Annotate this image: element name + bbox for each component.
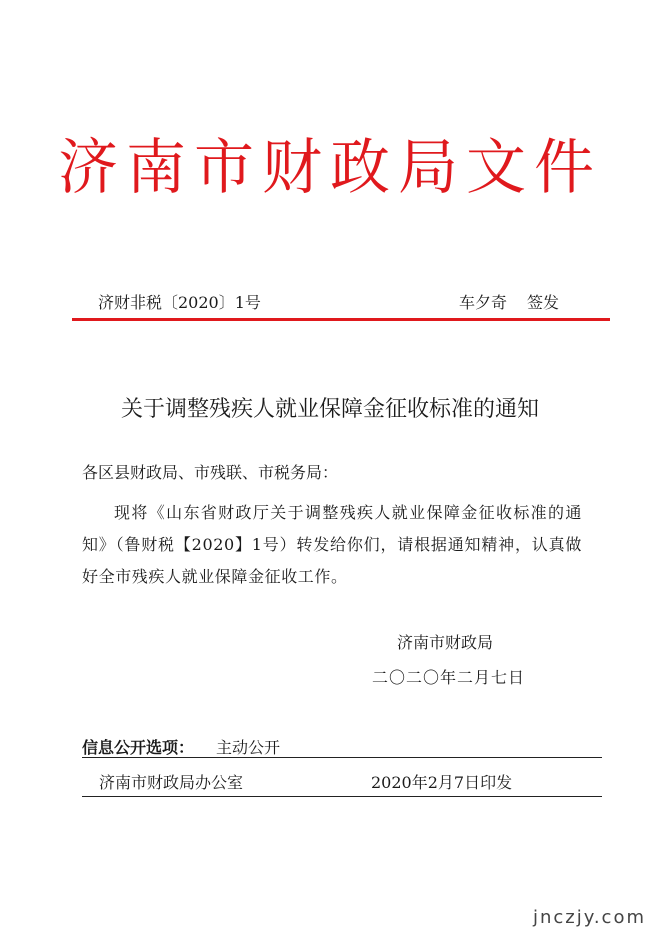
site-watermark: jnczjy.com xyxy=(532,907,646,928)
footer-office: 济南市财政局办公室 xyxy=(99,773,244,792)
document-title: 关于调整残疾人就业保障金征收标准的通知 xyxy=(120,397,539,422)
salutation: 各区县财政局、市残联、市税务局： xyxy=(82,463,339,482)
signer-name: 车夕奇 xyxy=(459,293,508,312)
red-divider xyxy=(72,318,610,321)
disclosure-option xyxy=(82,735,280,758)
disclosure-label: 信息公开选项： xyxy=(82,738,195,757)
document-number: 济财非税〔2020〕1号 xyxy=(98,293,261,312)
document-masthead: 济南市财政局文件 xyxy=(58,133,602,203)
issuer-name: 济南市财政局 xyxy=(397,633,494,652)
footer-print-date: 2020年2月7日印发 xyxy=(371,773,513,792)
body-paragraph: 现将《山东省财政厅关于调整残疾人就业保障金征收标准的通知》（鲁财税【2020】1号）转发给你们，请根据通知精神，认真做好全市残疾人就业保障金征收工作。 xyxy=(82,503,582,586)
signer-block xyxy=(459,290,559,313)
signer-action: 签发 xyxy=(527,293,560,312)
disclosure-value: 主动公开 xyxy=(216,738,281,757)
issue-date: 二〇二〇年二月七日 xyxy=(372,668,526,687)
footer-rule-bottom xyxy=(82,796,602,797)
footer-rule-top xyxy=(82,757,602,758)
